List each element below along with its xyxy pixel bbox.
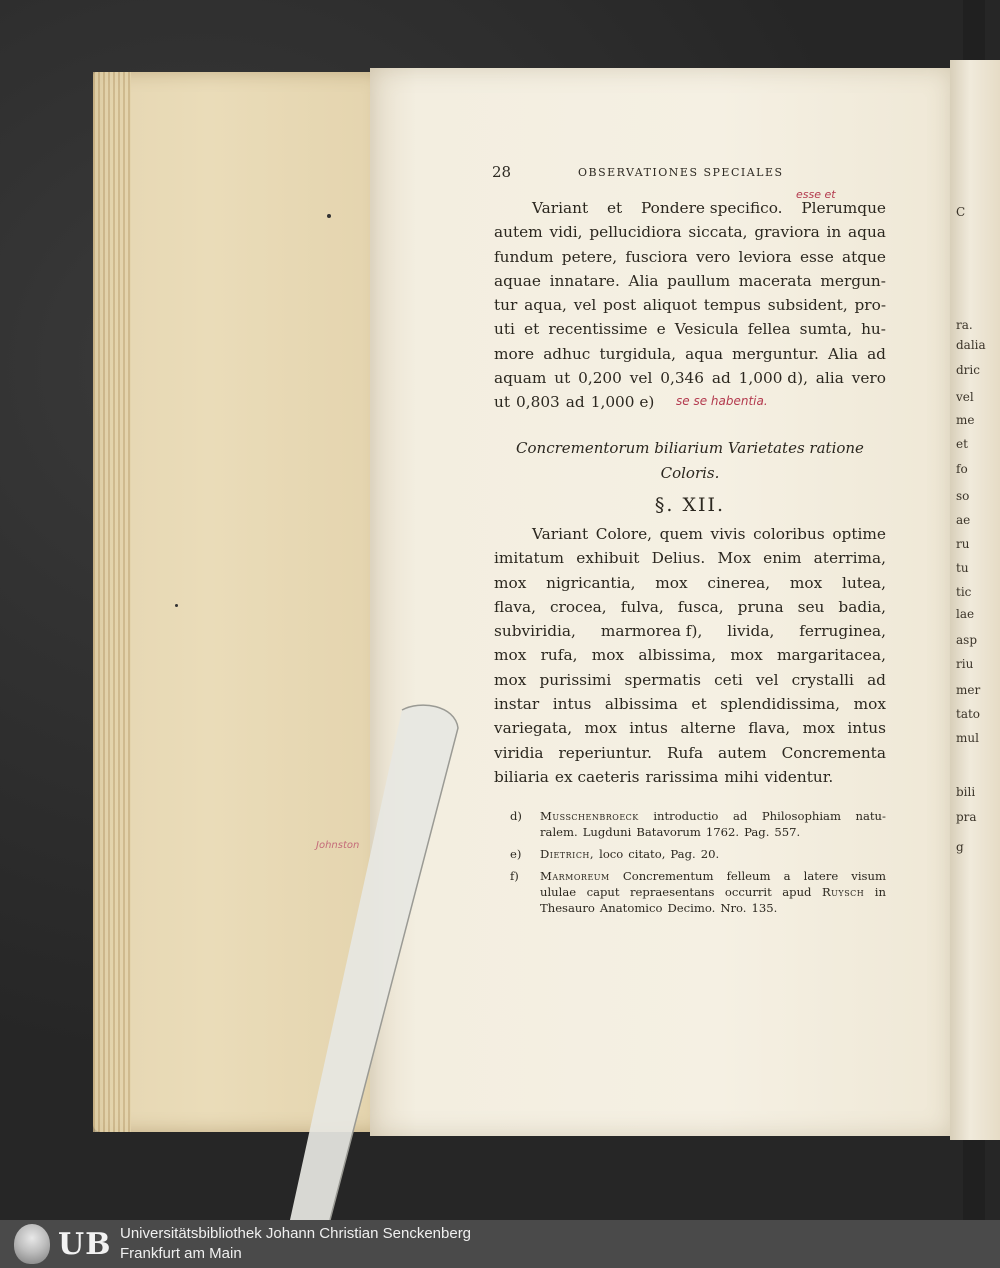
word: sumta, <box>799 320 852 339</box>
word: felleum <box>726 869 771 883</box>
word: vel <box>629 369 653 388</box>
running-head: OBSERVATIONES SPECIALES <box>578 166 784 179</box>
word: ad <box>732 809 748 823</box>
word: fusca, <box>677 597 724 616</box>
word: uti <box>494 320 515 339</box>
word: pro- <box>854 296 886 315</box>
page-edges <box>93 72 131 1132</box>
word: spermatis <box>624 670 701 689</box>
text-line <box>494 293 886 317</box>
library-logo[interactable] <box>0 1220 120 1268</box>
next-page-fragment: so <box>956 489 970 503</box>
word: quem <box>659 525 703 543</box>
next-page-edge <box>950 60 1000 1140</box>
next-page-fragment: dalia <box>956 338 986 352</box>
word: coloribus <box>753 525 825 543</box>
word: ad <box>711 369 731 388</box>
word: ad <box>867 670 886 689</box>
footnote-line <box>540 868 886 884</box>
word: citato, <box>628 847 666 861</box>
word: ad <box>867 344 886 363</box>
word: fundum <box>494 247 554 266</box>
word: 557. <box>774 825 801 839</box>
next-page-fragment: tic <box>956 585 972 599</box>
word: Philosophiam <box>761 809 841 823</box>
word: fellea <box>747 320 791 339</box>
word: rufa, <box>540 646 578 665</box>
footnote-mark: f) <box>510 869 519 883</box>
word: post <box>603 296 637 315</box>
text-line <box>494 317 886 341</box>
word: mox <box>494 573 527 592</box>
word: Nro. <box>720 901 747 915</box>
ink-dot <box>327 214 331 218</box>
text-line <box>494 366 886 390</box>
word: mox <box>494 646 527 665</box>
word: latere <box>803 869 839 883</box>
next-page-fragment: g <box>956 840 964 854</box>
word: intus <box>552 695 592 714</box>
text-line <box>494 716 886 740</box>
word: loco <box>599 847 624 861</box>
word: subsident, <box>767 296 848 315</box>
margin-annotation: esse et <box>796 188 836 201</box>
word: Colore, <box>595 525 652 543</box>
footnotes <box>510 808 886 922</box>
word: hu- <box>861 320 886 339</box>
word: Variant <box>532 525 589 543</box>
word: aquam <box>494 369 547 388</box>
text-line <box>494 595 886 619</box>
word: cinerea, <box>707 573 771 592</box>
next-page-fragment: me <box>956 413 975 427</box>
word: aliquot <box>642 296 697 315</box>
word: repraesentans <box>630 885 715 899</box>
word: innatare. <box>549 271 620 290</box>
pencil-annotation: Johnston <box>316 840 360 851</box>
word: Batavorum <box>636 825 701 839</box>
word: 1,000 e) <box>590 393 655 412</box>
next-page-fragment: ae <box>956 513 971 527</box>
footnote-line <box>540 808 886 824</box>
word: esse <box>799 247 834 266</box>
next-page-fragment: mer <box>956 683 981 697</box>
word: Delius. <box>651 549 706 568</box>
footnote-line <box>540 824 886 840</box>
word: splendidissima, <box>720 695 841 714</box>
word: ralem. <box>540 825 578 839</box>
word: et <box>606 199 623 217</box>
word: mox <box>802 719 835 738</box>
word: optime <box>832 525 886 543</box>
word: Ruysch <box>821 885 865 899</box>
text-line <box>494 522 886 546</box>
word: mergun- <box>820 271 886 290</box>
word: apud <box>782 885 812 899</box>
word: mihi <box>724 767 759 786</box>
word: Thesauro <box>540 901 595 915</box>
next-page-fragment: pra <box>956 810 977 824</box>
word: variegata, <box>494 719 573 738</box>
word: autem <box>718 743 767 762</box>
word: 0,346 <box>660 369 705 388</box>
word: Lugduni <box>582 825 632 839</box>
word: Anatomico <box>599 901 663 915</box>
word: 1,000 d), <box>738 369 808 388</box>
word: mox <box>789 573 823 592</box>
subheading-line-2: Coloris. <box>660 464 720 482</box>
word: flava, <box>494 597 536 616</box>
word: Plerumque <box>801 199 886 217</box>
word: ut <box>494 393 510 412</box>
word: 0,803 <box>516 393 560 412</box>
text-line <box>494 269 886 293</box>
word: siccata, <box>688 223 748 242</box>
word: mox <box>655 573 688 592</box>
text-line <box>494 546 886 570</box>
word: pruna <box>737 597 784 616</box>
word: videntur. <box>764 767 834 786</box>
word: mox <box>853 695 886 714</box>
next-page-fragment: ra. <box>956 318 973 332</box>
footnote <box>510 808 886 840</box>
word: Pag. <box>670 847 696 861</box>
word: biliaria <box>494 767 549 786</box>
text-line <box>494 220 886 244</box>
word: Marmoreum <box>540 869 610 883</box>
word: alia <box>815 369 844 388</box>
word: merguntur. <box>732 344 819 363</box>
word: ut <box>554 369 571 388</box>
page-number: 28 <box>492 163 512 181</box>
word: 1762. <box>705 825 740 839</box>
word: Decimo. <box>667 901 716 915</box>
word: ceti <box>714 670 743 689</box>
word: Concrementa <box>781 743 886 762</box>
bookmark-slip <box>290 700 460 1220</box>
word: vidi, <box>549 223 583 242</box>
next-page-fragment: lae <box>956 607 975 621</box>
word: caput <box>586 885 620 899</box>
word: purissimi <box>539 670 612 689</box>
word: natu- <box>855 809 886 823</box>
margin-annotation: se se habentia. <box>676 394 768 408</box>
word: nigricantia, <box>546 573 636 592</box>
word: autem <box>494 223 543 242</box>
word: fulva, <box>620 597 664 616</box>
subheading-line-1: Concrementorum biliarium Varietates ratione <box>516 439 864 457</box>
word: albissima, <box>638 646 717 665</box>
text-line <box>494 741 886 765</box>
word: et <box>524 320 540 339</box>
word: atque <box>842 247 886 266</box>
word: Alia <box>828 344 858 363</box>
footnote-line <box>540 846 886 862</box>
library-name-line-2: Frankfurt am Main <box>120 1245 242 1262</box>
word: turgidula, <box>599 344 676 363</box>
library-footer-bar <box>0 1220 1000 1268</box>
word: alterne <box>680 719 736 738</box>
word: in <box>826 223 842 242</box>
word: paullum <box>667 271 731 290</box>
word: badia, <box>838 597 886 616</box>
next-page-fragment: et <box>956 437 968 451</box>
section-number: §. XII. <box>654 494 726 516</box>
word: vero <box>851 369 886 388</box>
word: more <box>494 344 535 363</box>
text-line <box>494 643 886 667</box>
word: mox <box>584 719 617 738</box>
word: 20. <box>700 847 720 861</box>
word: crystalli <box>791 670 854 689</box>
word: exhibuit <box>576 549 640 568</box>
word: introductio <box>653 809 719 823</box>
word: albissima <box>604 695 678 714</box>
word: rarissima <box>645 767 719 786</box>
word: Dietrich, <box>540 847 595 861</box>
word: vel <box>755 670 779 689</box>
next-page-fragment: fo <box>956 462 968 476</box>
word: marmorea f), <box>600 622 703 641</box>
word: vero <box>696 247 731 266</box>
word: Alia <box>628 271 659 290</box>
word: intus <box>629 719 668 738</box>
word: tempus <box>703 296 761 315</box>
word: lutea, <box>842 573 886 592</box>
word: macerata <box>738 271 812 290</box>
next-page-fragment: ru <box>956 537 970 551</box>
next-page-fragment: bili <box>956 785 976 799</box>
paragraph-2 <box>494 522 886 789</box>
word: flava, <box>748 719 791 738</box>
word: imitatum <box>494 549 565 568</box>
library-name <box>120 1224 471 1264</box>
text-line <box>494 668 886 692</box>
word: crocea, <box>549 597 607 616</box>
library-name-line-1: Universitätsbibliothek Johann Christian Senckenberg <box>120 1225 472 1242</box>
text-line <box>494 692 886 716</box>
word: Concrementum <box>622 869 714 883</box>
word: Rufa <box>666 743 704 762</box>
word: recentissime <box>548 320 648 339</box>
next-page-fragment: vel <box>956 390 974 404</box>
next-page-fragment: tato <box>956 707 981 721</box>
footnote-mark: d) <box>510 809 522 823</box>
word: viridia <box>494 743 544 762</box>
word: fusciora <box>625 247 688 266</box>
word: seu <box>797 597 825 616</box>
next-page-fragment: riu <box>956 657 974 671</box>
word: vel <box>573 296 597 315</box>
senckenberg-portrait-icon <box>14 1224 50 1264</box>
word: aterrima, <box>813 549 886 568</box>
footnote-mark: e) <box>510 847 522 861</box>
word: ad <box>565 393 585 412</box>
word: livida, <box>727 622 775 641</box>
word: ululae <box>540 885 577 899</box>
word: mox <box>591 646 625 665</box>
text-line <box>494 619 886 643</box>
word: aqua <box>848 223 886 242</box>
next-page-fragment: mul <box>956 731 979 745</box>
word: leviora <box>738 247 792 266</box>
word: adhuc <box>543 344 591 363</box>
word: a <box>783 869 791 883</box>
text-line <box>494 245 886 269</box>
word: 0,200 <box>578 369 622 388</box>
text-line <box>494 571 886 595</box>
word: instar <box>494 695 540 714</box>
word: mox <box>730 646 763 665</box>
ink-dot <box>175 604 178 607</box>
word: Variant <box>532 199 589 217</box>
word: Musschenbroeck <box>540 809 639 823</box>
word: vivis <box>710 525 746 543</box>
word: occurrit <box>724 885 772 899</box>
word: ex caeteris <box>554 767 640 786</box>
word: aqua, <box>524 296 567 315</box>
word: Pondere specifico. <box>640 199 783 217</box>
paragraph-1 <box>494 196 886 415</box>
word: Mox <box>717 549 751 568</box>
word: enim <box>763 549 802 568</box>
text-line <box>494 342 886 366</box>
next-page-fragment: dric <box>956 363 980 377</box>
word: Pag. <box>744 825 770 839</box>
next-page-fragment: tu <box>956 561 969 575</box>
word: pellucidiora <box>589 223 682 242</box>
word: in <box>874 885 886 899</box>
footnote <box>510 868 886 916</box>
word: petere, <box>561 247 618 266</box>
word: ferruginea, <box>799 622 886 641</box>
word: intus <box>847 719 886 738</box>
word: e <box>656 320 666 339</box>
word: subviridia, <box>494 622 576 641</box>
word: Vesicula <box>674 320 739 339</box>
word: mox <box>494 670 527 689</box>
footnote-line <box>540 884 886 900</box>
word: margaritacea, <box>777 646 886 665</box>
next-page-fragment: asp <box>956 633 977 647</box>
page-header <box>492 163 887 183</box>
word: aquae <box>494 271 541 290</box>
footnote-line <box>540 900 886 916</box>
word: graviora <box>754 223 820 242</box>
text-line <box>494 765 886 789</box>
word: visum <box>851 869 886 883</box>
word: 135. <box>751 901 778 915</box>
word: aqua <box>685 344 723 363</box>
ub-logo-text: UB <box>58 1226 112 1262</box>
next-page-fragment: C <box>956 205 966 219</box>
word: et <box>691 695 707 714</box>
word: tur <box>494 296 518 315</box>
word: reperiuntur. <box>558 743 653 762</box>
footnote <box>510 846 886 862</box>
